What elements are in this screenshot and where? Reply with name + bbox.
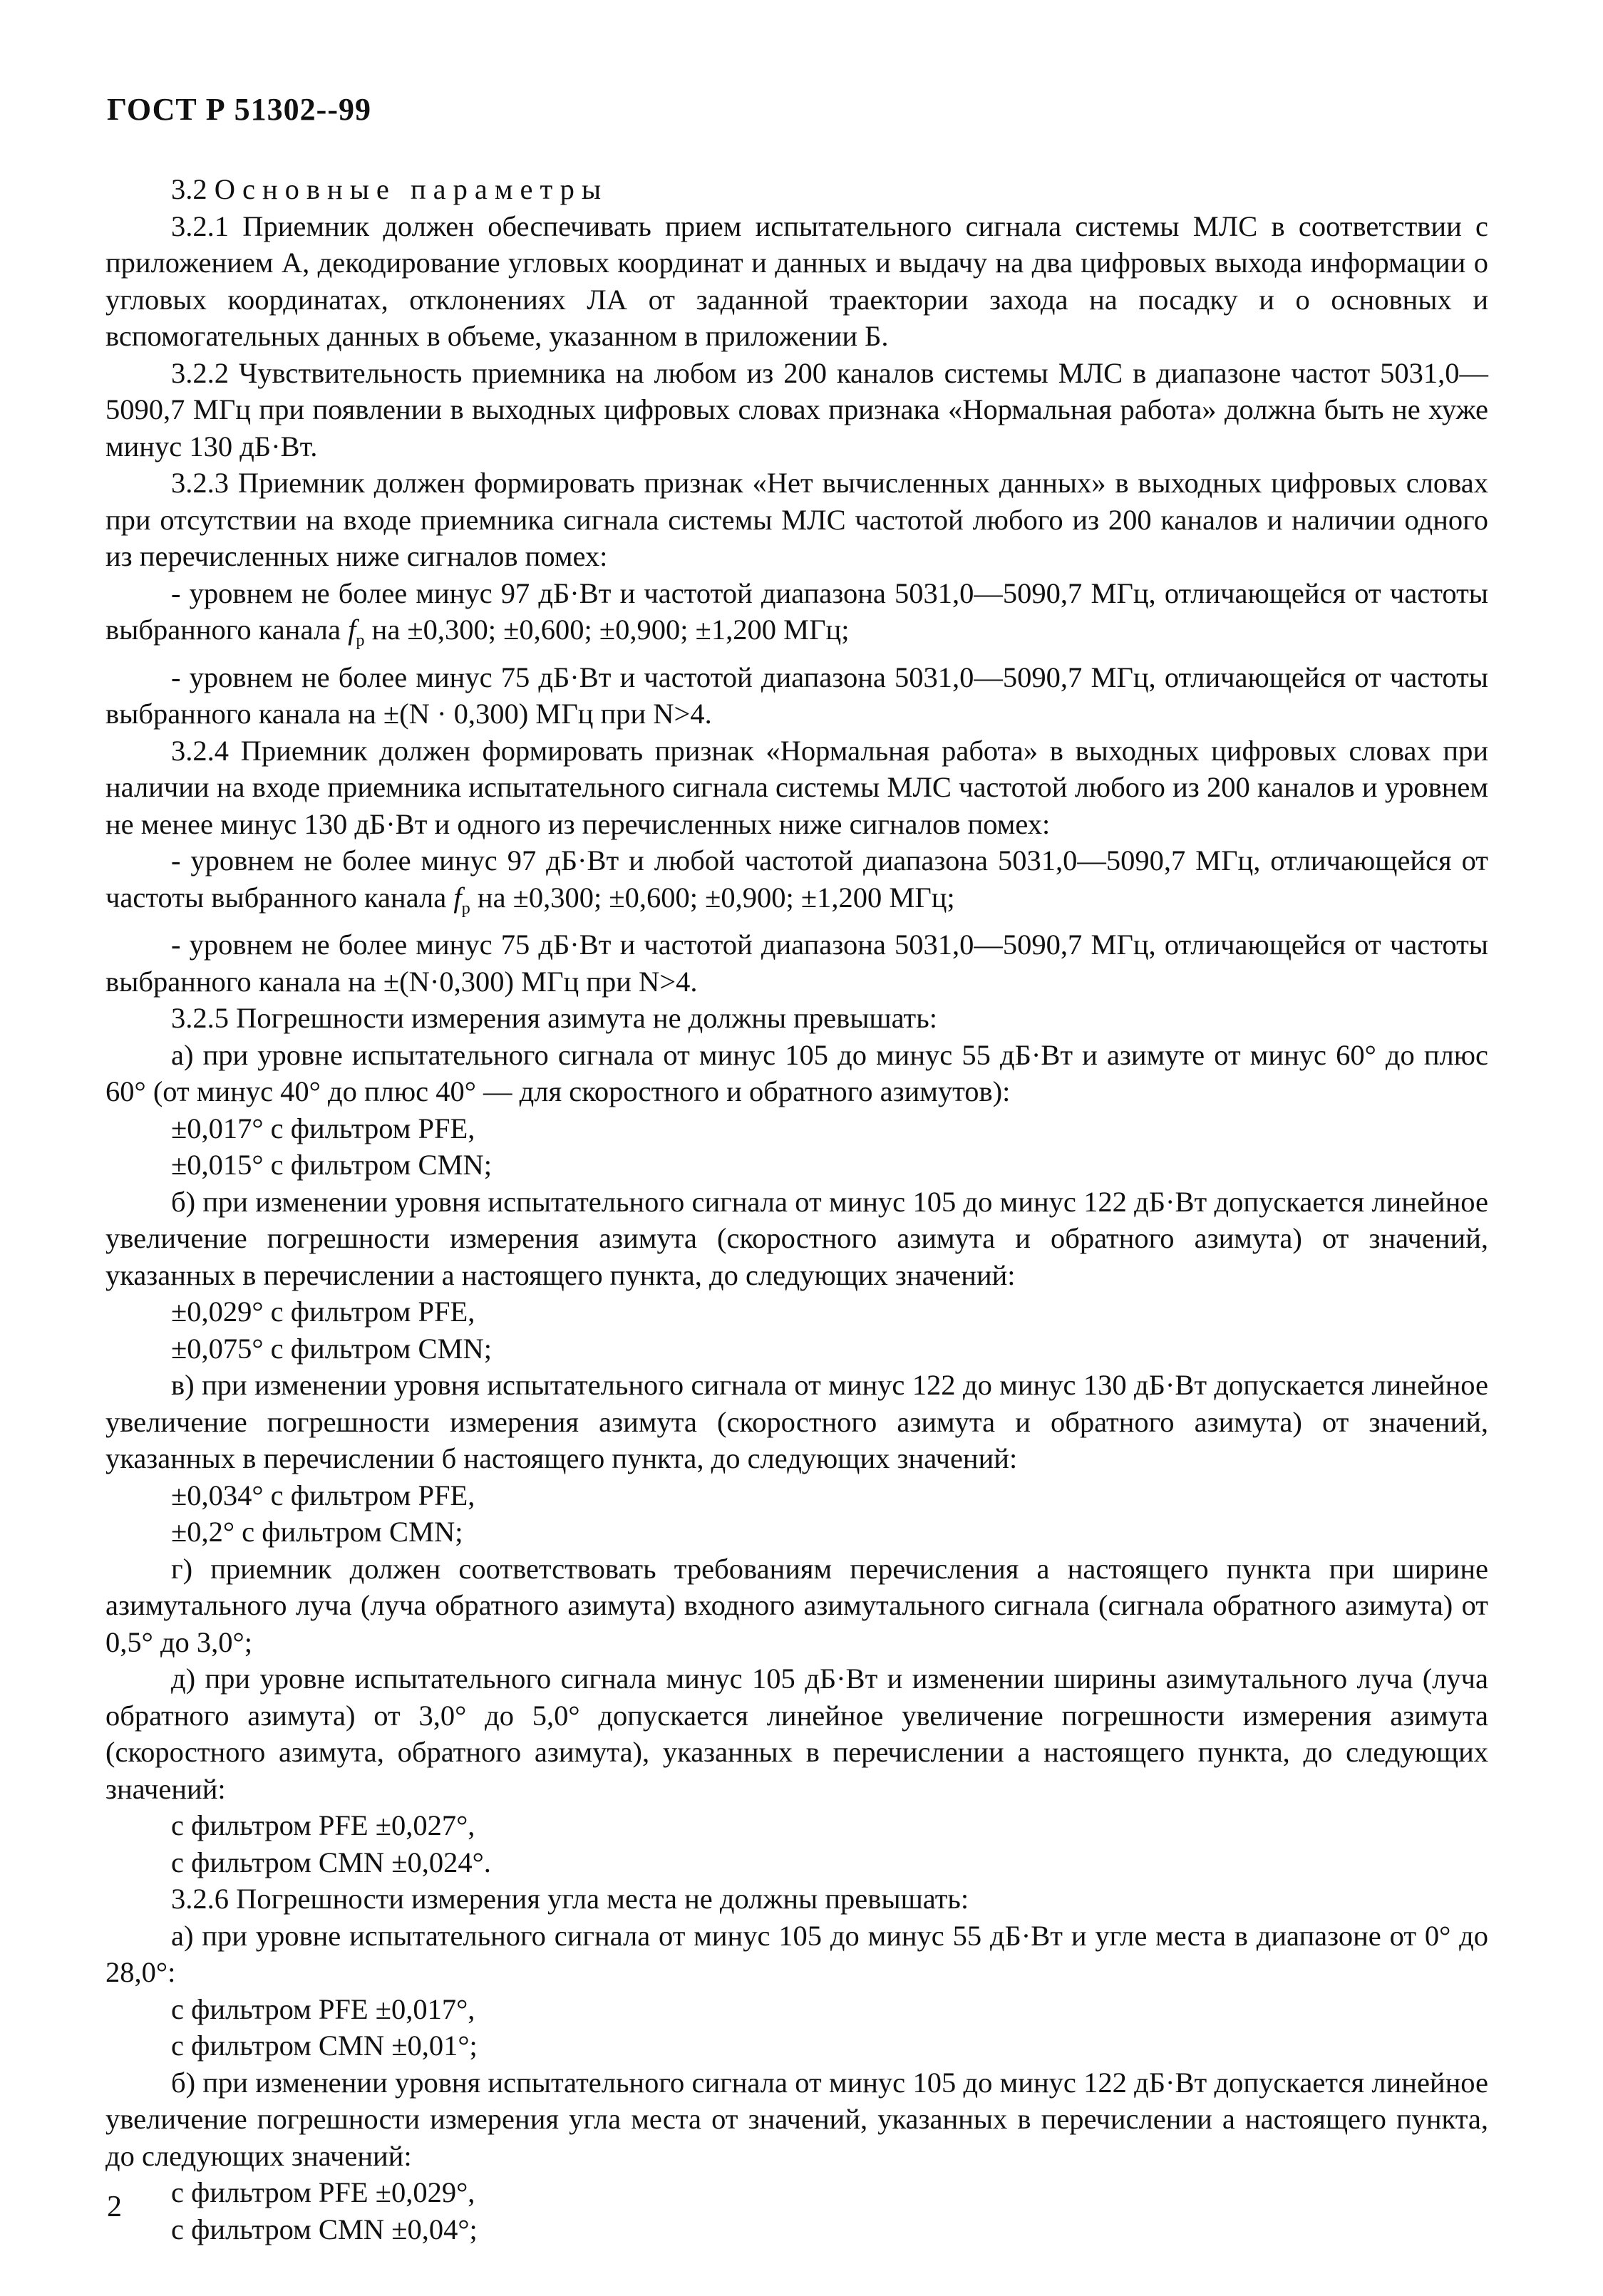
section-heading [105,171,1488,208]
clause-3-2-6-a: а) при уровне испытательного сигнала от минус 105 до минус 55 дБ·Вт и угле места в диапазоне от 0° до 28,0°: [105,1919,1488,1989]
channel-frequency-symbol: f [453,881,462,914]
value-line: с фильтром PFE ±0,029°, [171,2176,475,2209]
clause-text: - уровнем не более минус 97 дБ·Вт и частотой диапазона 5031,0—5090,7 МГц, отличающейся от частоты выбранного канала [105,576,1488,646]
channel-frequency-subscript: р [356,631,365,651]
clause-3-2-5-v: в) при изменении уровня испытательного сигнала от минус 122 до минус 130 дБ·Вт допускается линейное увеличение погрешности измерения азимута (скоростного азимута и обратного азимута) от значений, указанных в перечислении б настоящего пункта, до следующих значений: [105,1369,1488,1475]
clause-3-2-5-a: а) при уровне испытательного сигнала от минус 105 до минус 55 дБ·Вт и азимуте от минус 60° до плюс 60° (от минус 40° до плюс 40° — для скоростного и обратного азимутов): [105,1038,1488,1108]
clause-3-2-2: 3.2.2 Чувствительность приемника на любом из 200 каналов системы МЛС в диапазоне частот 5031,0—5090,7 МГц при появлении в выходных цифровых словах признака «Нормальная работа» должна быть не хуже минус 130 дБ·Вт. [105,356,1488,462]
value-line: с фильтром PFE ±0,017°, [171,1992,475,2025]
clause-3-2-5: 3.2.5 Погрешности измерения азимута не должны превышать: [171,1002,937,1035]
clause-3-2-3-item-1 [105,575,1488,659]
clause-3-2-5-b: б) при изменении уровня испытательного сигнала от минус 105 до минус 122 дБ·Вт допускается линейное увеличение погрешности измерения азимута (скоростного азимута и обратного азимута) от значений, указанных в перечислении а настоящего пункта, до следующих значений: [105,1185,1488,1291]
clause-3-2-6: 3.2.6 Погрешности измерения угла места не должны превышать: [171,1883,969,1915]
clause-text: на ±0,300; ±0,600; ±0,900; ±1,200 МГц; [470,881,955,914]
value-line: ±0,034° с фильтром PFE, [171,1479,475,1511]
clause-3-2-3-item-2: - уровнем не более минус 75 дБ·Вт и частотой диапазона 5031,0—5090,7 МГц, отличающейся от частоты выбранного канала на ±(N · 0,300) МГц при N>4. [105,661,1488,730]
clause-3-2-5-d: д) при уровне испытательного сигнала минус 105 дБ·Вт и изменении ширины азимутального луча (луча обратного азимута) от 3,0° до 5,0° допускается линейное увеличение погрешности измерения азимута (скоростного азимута, обратного азимута), указанных в перечислении а настоящего пункта, до следующих значений: [105,1662,1488,1805]
clause-3-2-6-b: б) при изменении уровня испытательного сигнала от минус 105 до минус 122 дБ·Вт допускается линейное увеличение погрешности измерения угла места от значений, указанных в перечислении а настоящего пункта, до следующих значений: [105,2066,1488,2172]
clause-text: на ±0,300; ±0,600; ±0,900; ±1,200 МГц; [364,614,850,646]
document-header: ГОСТ Р 51302--99 [107,92,371,127]
value-line: ±0,017° с фильтром PFE, [171,1112,475,1144]
clause-3-2-4: 3.2.4 Приемник должен формировать признак «Нормальная работа» в выходных цифровых словах при наличии на входе приемника испытательного сигнала системы МЛС частотой любого из 200 каналов и уровнем не менее минус 130 дБ·Вт и одного из перечисленных ниже сигналов помех: [105,734,1488,840]
value-line: с фильтром CMN ±0,01°; [171,2029,478,2062]
page-number: 2 [107,2191,122,2223]
clause-3-2-1: 3.2.1 Приемник должен обеспечивать прием испытательного сигнала системы МЛС в соответствии с приложением А, декодирование угловых координат и данных и выдачу на два цифровых выхода информации о угловых координатах, отклонениях ЛА от заданной траектории захода на посадку и о основных и вспомогательных данных в объеме, указанном в приложении Б. [105,210,1488,352]
section-heading-title: Основные параметры [214,173,609,205]
clause-text: - уровнем не более минус 97 дБ·Вт и любой частотой диапазона 5031,0—5090,7 МГц, отличающейся от частоты выбранного канала [105,844,1488,914]
value-line: ±0,2° с фильтром CMN; [171,1516,463,1548]
value-line: с фильтром PFE ±0,027°, [171,1809,475,1842]
clause-3-2-3: 3.2.3 Приемник должен формировать признак «Нет вычисленных данных» в выходных цифровых словах при отсутствии на входе приемника сигнала системы МЛС частотой любого из 200 каналов и наличии одного из перечисленных ниже сигналов помех: [105,467,1488,572]
value-line: ±0,015° с фильтром CMN; [171,1149,493,1181]
clause-3-2-4-item-1 [105,842,1488,926]
section-heading-number: 3.2 [171,173,207,205]
channel-frequency-symbol: f [348,614,356,646]
value-line: ±0,075° с фильтром CMN; [171,1332,493,1365]
value-line: с фильтром CMN ±0,024°. [171,1846,491,1878]
value-line: с фильтром CMN ±0,04°; [171,2213,478,2245]
clause-3-2-5-g: г) приемник должен соответствовать требованиям перечисления а настоящего пункта при ширине азимутального луча (луча обратного азимута) входного азимутального сигнала (сигнала обратного азимута) от 0,5° до 3,0°; [105,1552,1488,1658]
document-body [105,171,1488,2248]
value-line: ±0,029° с фильтром PFE, [171,1296,475,1328]
channel-frequency-subscript: р [461,898,470,918]
clause-3-2-4-item-2: - уровнем не более минус 75 дБ·Вт и частотой диапазона 5031,0—5090,7 МГц, отличающейся от частоты выбранного канала на ±(N·0,300) МГц при N>4. [105,929,1488,998]
